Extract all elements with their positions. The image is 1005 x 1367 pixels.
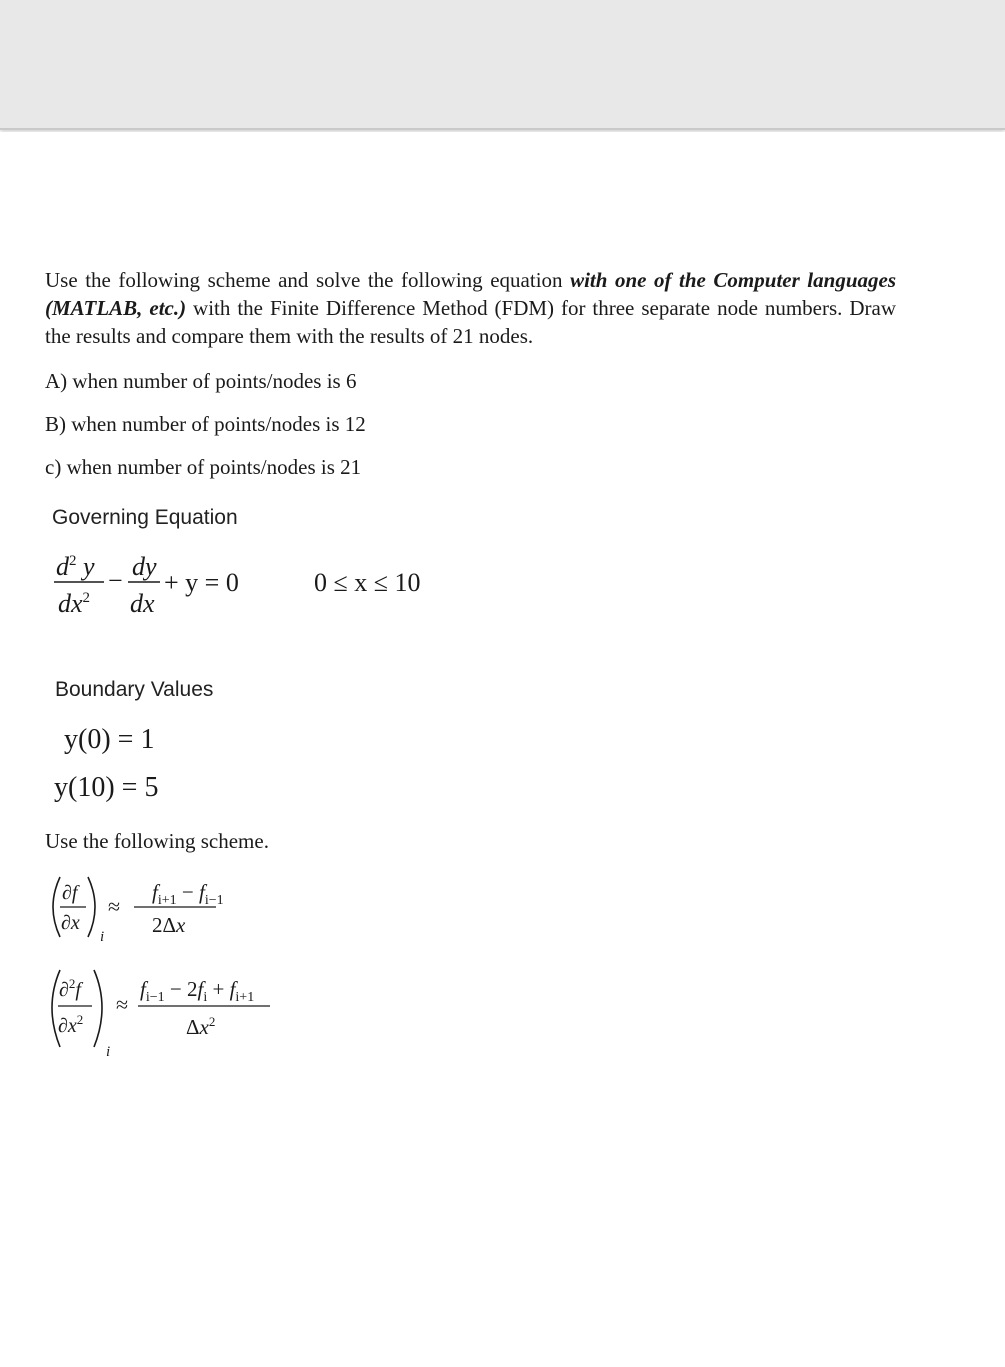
svg-text:≈: ≈ [108, 894, 121, 919]
first-derivative-scheme [44, 872, 284, 952]
svg-text:dy: dy [132, 552, 157, 581]
svg-text:fi+1 − fi−1: $f_{i+1} - f_{i-1}$ [152, 880, 224, 908]
intro-text-2: with the Finite Difference Method (FDM) for three separate node numbers. Draw the results and compare them with the results of 21 nodes. [45, 296, 897, 348]
governing-equation-heading: Governing Equation [52, 506, 238, 529]
list-item-a: A) when number of points/nodes is 6 [45, 369, 357, 393]
equation-rest: + y = 0 [164, 568, 239, 597]
list-item-c: c) when number of points/nodes is 21 [45, 455, 362, 479]
list-item-b: B) when number of points/nodes is 12 [45, 412, 366, 436]
svg-text:Δx2: $\Delta x^2$ [186, 1014, 216, 1039]
boundary-condition-2: y(10) = 5 [54, 772, 159, 803]
boundary-values-heading: Boundary Values [55, 678, 214, 701]
boundary-values [50, 714, 270, 814]
intro-text-1: Use the following scheme and solve the following equation [45, 268, 571, 292]
problem-statement [45, 266, 896, 350]
svg-text:∂x: ∂x [61, 912, 80, 934]
svg-text:≈: ≈ [116, 992, 129, 1017]
svg-text:i: i [106, 1044, 111, 1060]
svg-text:d2 y: $d^2$ y [56, 552, 95, 581]
equation-domain: 0 ≤ x ≤ 10 [314, 568, 421, 597]
governing-equation [50, 547, 450, 627]
svg-text:∂x2: $\partial x^2$ [58, 1012, 84, 1037]
svg-text:∂f: ∂f [62, 882, 78, 904]
svg-text:∂2f: ∂$^2$f [59, 976, 81, 1001]
svg-text:dx: dx [130, 589, 155, 618]
scheme-label: Use the following scheme. [45, 829, 269, 853]
svg-text:fi−1 − 2fi + fi+1: $f_{i-1} - 2f_i + f_{i+1}$ [140, 977, 255, 1005]
boundary-condition-1: y(0) = 1 [64, 724, 155, 755]
second-derivative-scheme [44, 962, 344, 1062]
intro-emphasis: with one of the Computer languages (MATLAB, etc.) [45, 268, 896, 320]
svg-text:i: i [100, 929, 105, 945]
document-page [0, 132, 1005, 1367]
svg-text:dx2: $dx^2$ [58, 589, 91, 618]
top-toolbar-area [0, 0, 1005, 130]
svg-text:2Δx: 2Δx [152, 913, 186, 937]
svg-text:−: − [108, 566, 123, 595]
